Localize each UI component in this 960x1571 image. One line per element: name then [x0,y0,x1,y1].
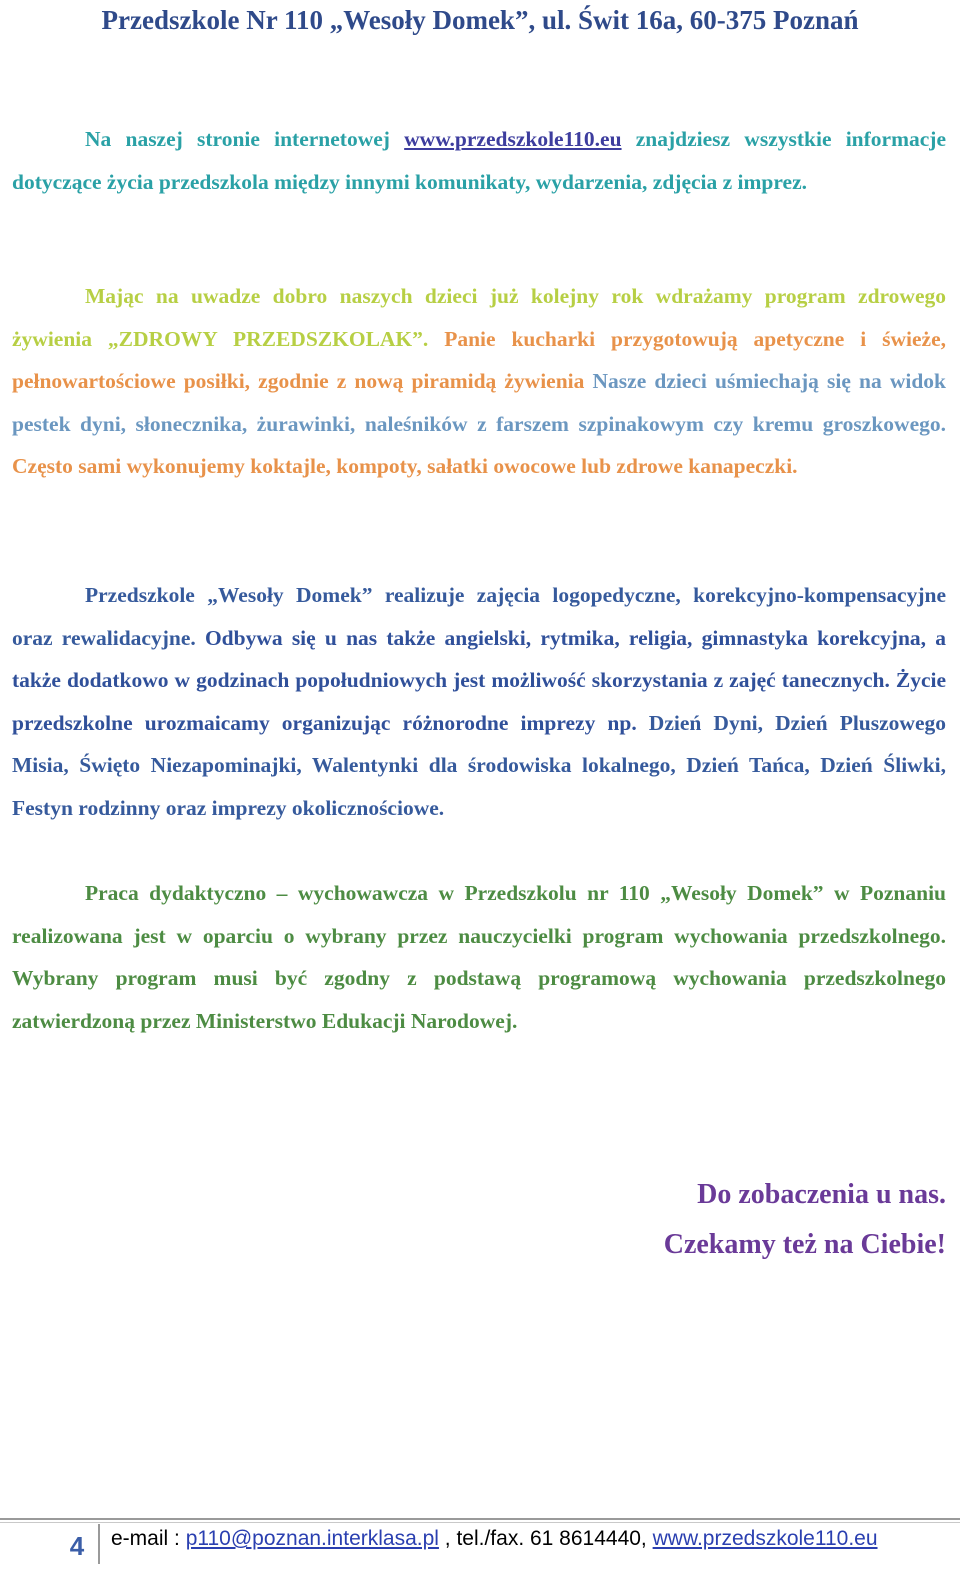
footer-vertical-divider [98,1524,100,1564]
paragraph-activities [12,574,946,830]
paragraph-curriculum: Praca dydaktyczno – wychowawcza w Przedszkolu nr 110 „Wesoły Domek” w Poznaniu realizowana jest w oparciu o wybrany przez nauczycielki program wychowania przedszkolnego. Wybrany program musi być zgodny z podstawą programową wychowania przedszkolnego zatwierdzoną przez Ministerstwo Edukacji Narodowej. [12,881,946,1033]
footer-divider-line [0,1518,960,1520]
paragraph-segment: Przedszkole „Wesoły Domek” realizuje zajęcia logopedyczne, korekcyjno-kompensacyjne oraz rewalidacyjne. [12,583,946,650]
page-number: 4 [69,1531,85,1561]
farewell-line-1: Do zobaczenia u nas. [697,1179,946,1210]
paragraph-segment: Dzień Dyni, Dzień Pluszowego Misia, Święto Niezapominajki, Walentynki dla środowiska lokalnego, Dzień Tańca, Dzień Śliwki, Festyn rodzinny oraz imprezy okolicznościowe. [12,710,946,820]
footer-contact [111,1524,878,1554]
website-footer-link[interactable]: www.przedszkole110.eu [652,1527,878,1550]
website-link[interactable]: www.przedszkole110.eu [404,127,622,151]
page-title: Przedszkole Nr 110 „Wesoły Domek”, ul. Świt 16a, 60-375 Poznań [101,5,859,35]
paragraph-text: Na naszej stronie internetowej [85,127,405,151]
email-link[interactable]: p110@poznan.interklasa.pl [185,1527,439,1550]
footer-divider-line-thin [0,1522,960,1523]
paragraph-website-info [12,118,946,203]
paragraph-segment: Mając na uwadze dobro naszych dzieci już kolejny rok wdrażamy program zdrowego żywienia „ZDROWY PRZEDSZKOLAK”. [12,284,946,351]
paragraph-text: znajdziesz wszystkie informacje dotyczące życia przedszkola między innymi komunikaty, wydarzenia, zdjęcia z imprez. [12,127,946,194]
paragraph-segment: Często sami wykonujemy koktajle, kompoty, sałatki owocowe lub zdrowe kanapeczki. [12,454,798,479]
paragraph-segment: Odbywa się u nas także angielski, rytmika, religia, gimnastyka korekcyjna, a także dodatkowo w godzinach popołudniowych jest możliwość skorzystania z zajęć tanecznych. Życie przedszkolne urozmaicamy organizując różnorodne imprezy np. [12,625,947,735]
email-label: e-mail : [111,1527,186,1550]
paragraph-segment: Nasze dzieci uśmiechają się na widok pestek dyni, słonecznika, żurawinki, naleśników z farszem szpinakowym czy kremu groszkowego. [12,369,946,436]
phone-text: , tel./fax. 61 8614440, [438,1527,653,1550]
farewell-line-2: Czekamy też na Ciebie! [663,1229,946,1260]
paragraph-healthy-eating [12,275,946,488]
paragraph-segment: Panie kucharki przygotowują apetyczne i świeże, pełnowartościowe posiłki, zgodnie z nową piramidą żywienia [12,326,946,394]
